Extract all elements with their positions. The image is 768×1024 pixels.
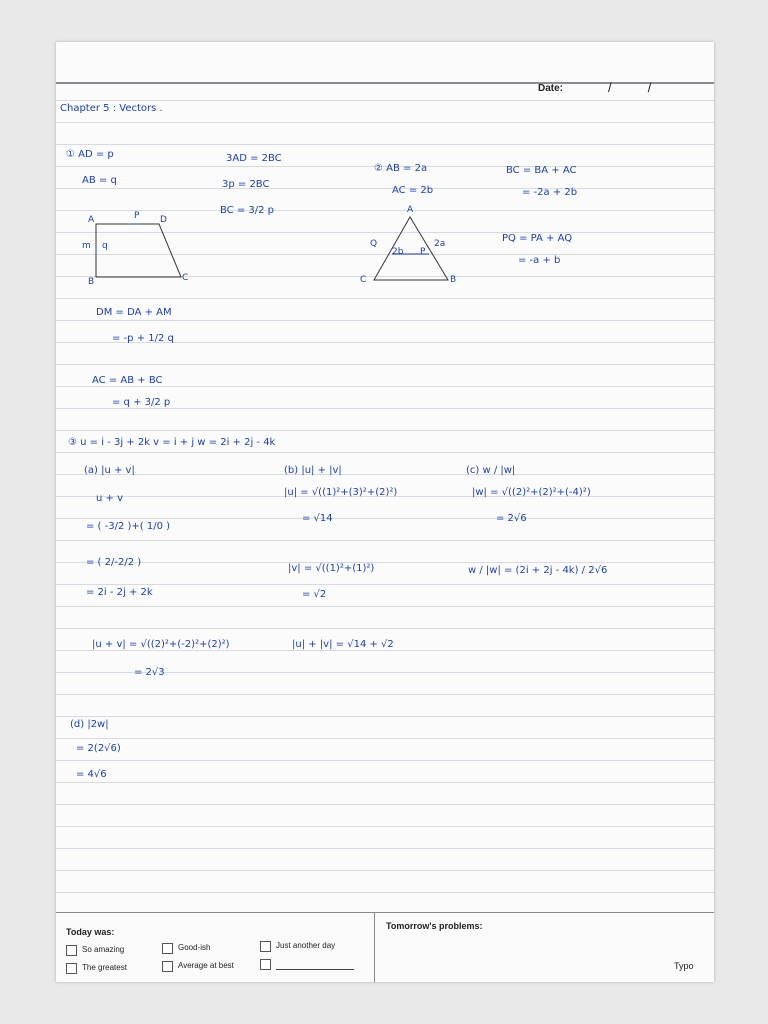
ruled-line: [56, 430, 714, 431]
q3-a3: = ( 2/-2/2 ): [86, 557, 142, 568]
q1-given-ab: AB = q: [82, 175, 117, 186]
ruled-line: [56, 474, 714, 475]
q3-c3: w / |w| = (2i + 2j - 4k) / 2√6: [468, 565, 608, 576]
checkbox-average[interactable]: [162, 961, 173, 972]
q3-d2: = 4√6: [76, 769, 107, 780]
q1-eq3: BC = 3/2 p: [220, 205, 275, 216]
q2-bc2: = -2a + 2b: [522, 187, 578, 198]
trap-label-q: q: [102, 241, 108, 251]
q2-bc1: BC = BA + AC: [506, 165, 577, 176]
q1-dm2: = -p + 1/2 q: [112, 333, 174, 344]
tri-label-p: P: [420, 247, 426, 257]
q1-given-ad: ① AD = p: [66, 149, 114, 160]
q3-a1: u + v: [96, 493, 123, 504]
option-the-greatest: The greatest: [82, 963, 127, 972]
date-slashes: / /: [608, 80, 652, 95]
q1-ac1: AC = AB + BC: [92, 375, 163, 386]
ruled-line: [56, 716, 714, 717]
q3-uv-mag2: = 2√3: [134, 667, 165, 678]
tomorrow-label: Tomorrow's problems:: [386, 921, 483, 931]
ruled-line: [56, 386, 714, 387]
ruled-line: [56, 628, 714, 629]
today-label: Today was:: [66, 927, 115, 937]
ruled-line: [56, 782, 714, 783]
ruled-line: [56, 848, 714, 849]
tri-label-c: C: [360, 275, 367, 285]
q3-a2: = ( -3/2 )+( 1/0 ): [86, 521, 171, 532]
q2-ac: AC = 2b: [392, 185, 434, 196]
daily-footer: [56, 912, 714, 982]
ruled-line: [56, 408, 714, 409]
ruled-line: [56, 870, 714, 871]
trap-label-p: P: [134, 211, 140, 221]
q3-a4: = 2i - 2j + 2k: [86, 587, 153, 598]
checkbox-the-greatest[interactable]: [66, 963, 77, 974]
option-just-another-day: Just another day: [276, 941, 336, 950]
q1-eq2: 3p = 2BC: [222, 179, 270, 190]
option-good-ish: Good-ish: [178, 943, 211, 952]
q3-sum-mag: |u| + |v| = √14 + √2: [292, 639, 394, 650]
q3-c-title: (c) w / |w|: [466, 465, 516, 476]
trap-label-m: m: [82, 241, 91, 251]
custom-answer-line[interactable]: [276, 969, 354, 970]
q3-header: ③ u = i - 3j + 2k v = i + j w = 2i + 2j - 4k: [68, 437, 276, 448]
ruled-line: [56, 606, 714, 607]
q1-dm1: DM = DA + AM: [96, 307, 172, 318]
notebook-page: [56, 42, 714, 982]
date-label: Date:: [538, 83, 564, 94]
ruled-line: [56, 738, 714, 739]
tri-label-q: Q: [370, 239, 378, 249]
triangle-diagram: [56, 42, 714, 342]
ruled-line: [56, 892, 714, 893]
ruled-line: [56, 452, 714, 453]
trap-label-c: C: [182, 273, 189, 283]
q3-c1: |w| = √((2)²+(2)²+(-4)²): [472, 487, 591, 498]
ruled-line: [56, 584, 714, 585]
ruled-line: [56, 518, 714, 519]
checkbox-so-amazing[interactable]: [66, 945, 77, 956]
checkbox-just-another-day[interactable]: [260, 941, 271, 952]
tri-label-2b: 2b: [392, 247, 404, 257]
ruled-line: [56, 540, 714, 541]
q3-c2: = 2√6: [496, 513, 527, 524]
q2-pq1: PQ = PA + AQ: [502, 233, 573, 244]
q3-b1: |u| = √((1)²+(3)²+(2)²): [284, 487, 398, 498]
q2-ab: ② AB = 2a: [374, 163, 428, 174]
ruled-line: [56, 650, 714, 651]
trap-label-a: A: [88, 215, 95, 225]
tri-label-2a: 2a: [434, 239, 446, 249]
trap-label-d: D: [160, 215, 167, 225]
q3-b4: = √2: [302, 589, 327, 600]
q3-d1: = 2(2√6): [76, 743, 121, 754]
q1-eq1: 3AD = 2BC: [226, 153, 282, 164]
q2-pq2: = -a + b: [518, 255, 561, 266]
brand-logo-text: Typo: [674, 961, 694, 971]
q3-b-title: (b) |u| + |v|: [284, 465, 342, 476]
footer-divider: [374, 913, 375, 982]
tri-label-a: A: [407, 205, 414, 215]
checkbox-good-ish[interactable]: [162, 943, 173, 954]
q1-ac2: = q + 3/2 p: [112, 397, 171, 408]
q3-b2: = √14: [302, 513, 333, 524]
q3-a-title: (a) |u + v|: [84, 465, 135, 476]
ruled-line: [56, 562, 714, 563]
ruled-line: [56, 804, 714, 805]
chapter-title: Chapter 5 : Vectors .: [60, 103, 163, 114]
q3-d-title: (d) |2w|: [70, 719, 109, 730]
ruled-line: [56, 826, 714, 827]
ruled-line: [56, 694, 714, 695]
trap-label-b: B: [88, 277, 95, 287]
q3-b3: |v| = √((1)²+(1)²): [288, 563, 375, 574]
ruled-line: [56, 364, 714, 365]
option-average: Average at best: [178, 961, 234, 970]
ruled-line: [56, 760, 714, 761]
q3-uv-mag: |u + v| = √((2)²+(-2)²+(2)²): [92, 639, 230, 650]
option-so-amazing: So amazing: [82, 945, 125, 954]
tri-label-b: B: [450, 275, 457, 285]
checkbox-custom[interactable]: [260, 959, 271, 970]
